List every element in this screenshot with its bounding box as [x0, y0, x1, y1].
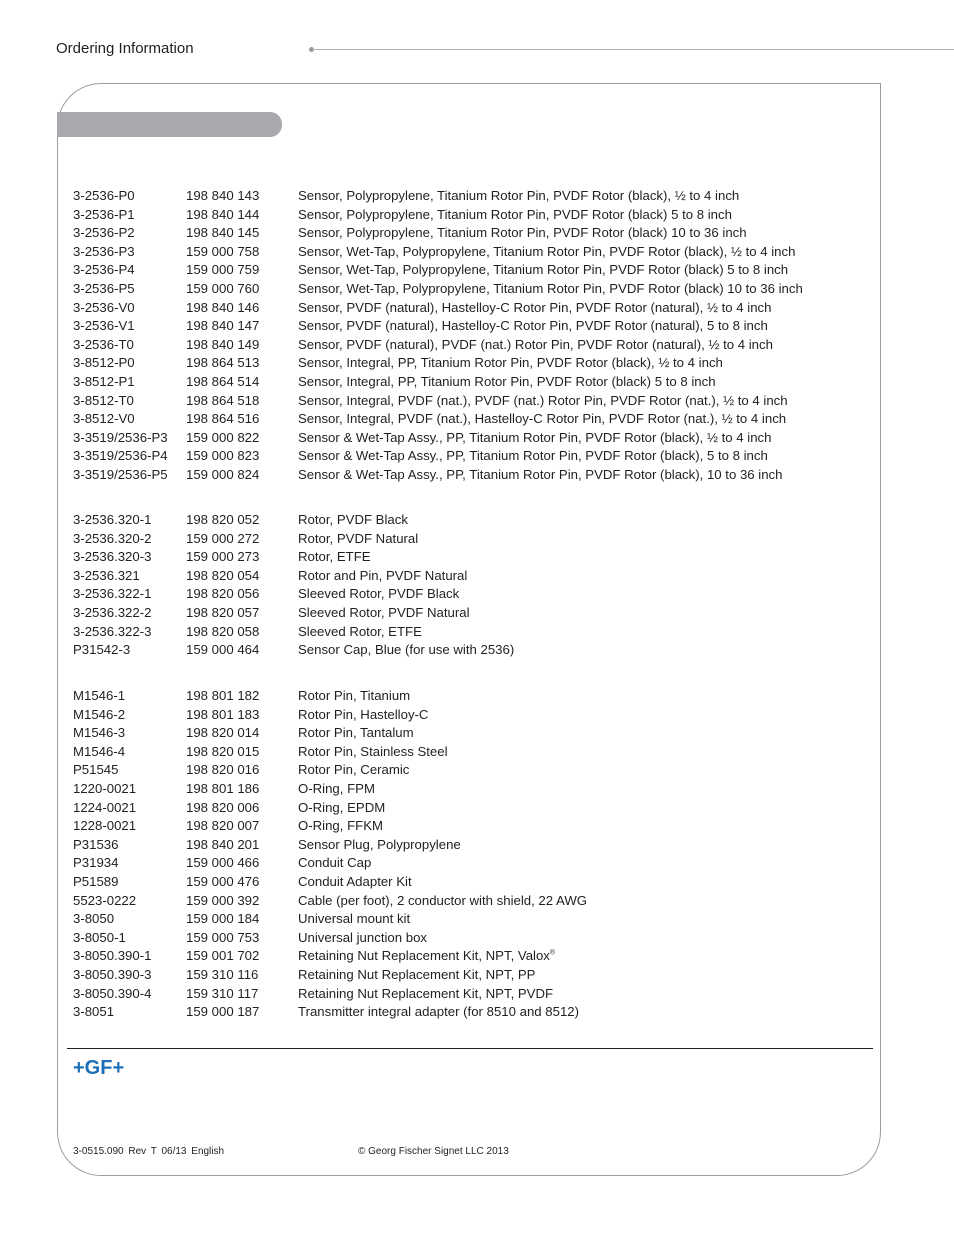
description: Sensor Plug, Polypropylene [298, 836, 461, 852]
description: O-Ring, EPDM [298, 799, 386, 815]
page-title: Ordering Information [56, 40, 194, 57]
description: Rotor, ETFE [298, 549, 371, 565]
code: 198 820 015 [186, 743, 260, 759]
code: 198 840 147 [186, 318, 260, 334]
code: 159 000 273 [186, 549, 260, 565]
part-number: 3-2536.321 [73, 567, 140, 583]
part-number: 3-8050.390-1 [73, 948, 152, 964]
part-number: 3-2536-T0 [73, 336, 134, 352]
description: Sensor Cap, Blue (for use with 2536) [298, 642, 515, 658]
code: 198 840 143 [186, 188, 260, 203]
description: Rotor Pin, Tantalum [298, 725, 414, 741]
code: 198 801 183 [186, 706, 260, 722]
description: Sensor & Wet-Tap Assy., PP, Titanium Rotor Pin, PVDF Rotor (black), 5 to 8 inch [298, 448, 768, 464]
code: 159 000 466 [186, 855, 260, 871]
description: Sensor, Wet-Tap, Polypropylene, Titanium Rotor Pin, PVDF Rotor (black) 10 to 36 inch [298, 280, 803, 296]
footer-copyright: © Georg Fischer Signet LLC 2013 [358, 1146, 509, 1157]
part-number: 3-2536-P5 [73, 280, 135, 296]
part-number: 1228-0021 [73, 818, 137, 834]
part-number: 1224-0021 [73, 799, 137, 815]
part-number: 3-8512-V0 [73, 411, 135, 427]
code: 198 820 006 [186, 799, 260, 815]
description: Rotor and Pin, PVDF Natural [298, 567, 468, 583]
code: 159 000 824 [186, 466, 260, 482]
description: Retaining Nut Replacement Kit, NPT, Valox® [298, 948, 556, 964]
header-rule [312, 49, 954, 50]
part-number: 3-2536-V1 [73, 318, 135, 334]
part-number: 1220-0021 [73, 780, 137, 796]
description: Sensor, Integral, PVDF (nat.), Hastelloy-C Rotor Pin, PVDF Rotor (nat.), ½ to 4 inch [298, 411, 787, 427]
footer-rule [67, 1048, 873, 1049]
part-number: 3-8050.390-4 [73, 985, 152, 1001]
description: Sleeved Rotor, ETFE [298, 623, 422, 639]
code: 198 820 058 [186, 623, 260, 639]
description: Sensor, Polypropylene, Titanium Rotor Pin, PVDF Rotor (black) 5 to 8 inch [298, 206, 732, 222]
description: Sensor, Wet-Tap, Polypropylene, Titanium Rotor Pin, PVDF Rotor (black) 5 to 8 inch [298, 262, 789, 278]
part-number: 3-2536.320-1 [73, 512, 152, 527]
code: 198 820 054 [186, 567, 260, 583]
part-number: P31542-3 [73, 642, 131, 658]
part-number: 3-2536-P0 [73, 188, 135, 203]
part-number: 5523-0222 [73, 892, 137, 908]
code: 159 000 184 [186, 911, 260, 927]
description: Universal junction box [298, 929, 428, 945]
description: Sensor, Integral, PVDF (nat.), PVDF (nat.) Rotor Pin, PVDF Rotor (nat.), ½ to 4 inch [298, 392, 788, 408]
part-number: 3-2536-P4 [73, 262, 135, 278]
code: 159 001 702 [186, 948, 260, 964]
description: Retaining Nut Replacement Kit, NPT, PVDF [298, 985, 554, 1001]
code: 198 840 146 [186, 299, 260, 315]
code: 159 000 464 [186, 642, 260, 658]
description: Sensor & Wet-Tap Assy., PP, Titanium Rotor Pin, PVDF Rotor (black), ½ to 4 inch [298, 429, 772, 445]
description: Sleeved Rotor, PVDF Natural [298, 604, 470, 620]
code: 198 801 186 [186, 780, 260, 796]
description: Sensor, PVDF (natural), Hastelloy-C Rotor Pin, PVDF Rotor (natural), ½ to 4 inch [298, 299, 772, 315]
part-number: M1546-3 [73, 725, 126, 741]
part-number: 3-8050.390-3 [73, 966, 152, 982]
part-number: 3-8512-P0 [73, 355, 135, 371]
code: 159 000 760 [186, 280, 260, 296]
description: Sensor & Wet-Tap Assy., PP, Titanium Rotor Pin, PVDF Rotor (black), 10 to 36 inch [298, 466, 783, 482]
code: 198 864 514 [186, 373, 260, 389]
section-tab [57, 112, 282, 137]
code: 198 864 516 [186, 411, 260, 427]
code: 159 000 476 [186, 873, 260, 889]
part-number: 3-2536-P1 [73, 206, 135, 222]
description: Sensor, PVDF (natural), Hastelloy-C Rotor Pin, PVDF Rotor (natural), 5 to 8 inch [298, 318, 768, 334]
description: Conduit Cap [298, 855, 372, 871]
part-number: M1546-2 [73, 706, 126, 722]
footer-doc-info: 3-0515.090 Rev T 06/13 English [73, 1146, 225, 1157]
description: Rotor, PVDF Natural [298, 530, 419, 546]
code: 159 000 187 [186, 1004, 260, 1020]
svg-text:+GF+: +GF+ [73, 1057, 125, 1078]
part-number: 3-2536.320-3 [73, 549, 152, 565]
description: Rotor Pin, Titanium [298, 688, 411, 703]
description: Rotor Pin, Hastelloy-C [298, 706, 429, 722]
description: Retaining Nut Replacement Kit, NPT, PP [298, 966, 536, 982]
code: 198 840 201 [186, 836, 260, 852]
code: 159 000 822 [186, 429, 260, 445]
code: 198 820 007 [186, 818, 260, 834]
code: 159 310 117 [186, 985, 259, 1001]
description: Sensor, Polypropylene, Titanium Rotor Pin, PVDF Rotor (black) 10 to 36 inch [298, 225, 747, 241]
part-number: 3-3519/2536-P5 [73, 466, 168, 482]
description: Sleeved Rotor, PVDF Black [298, 586, 460, 602]
description: Sensor, Polypropylene, Titanium Rotor Pin, PVDF Rotor (black), ½ to 4 inch [298, 188, 740, 203]
description: Rotor, PVDF Black [298, 512, 408, 527]
code: 159 000 759 [186, 262, 260, 278]
description: Rotor Pin, Ceramic [298, 762, 410, 778]
description: Conduit Adapter Kit [298, 873, 412, 889]
code: 159 000 823 [186, 448, 260, 464]
code: 198 840 144 [186, 206, 260, 222]
description: Rotor Pin, Stainless Steel [298, 743, 448, 759]
part-number: 3-8512-T0 [73, 392, 134, 408]
code: 159 310 116 [186, 966, 259, 982]
description: Sensor, Wet-Tap, Polypropylene, Titanium Rotor Pin, PVDF Rotor (black), ½ to 4 inch [298, 243, 796, 259]
part-number: 3-2536-P3 [73, 243, 135, 259]
gf-logo [73, 1056, 133, 1083]
description: Sensor, PVDF (natural), PVDF (nat.) Rotor Pin, PVDF Rotor (natural), ½ to 4 inch [298, 336, 773, 352]
part-number: M1546-4 [73, 743, 126, 759]
description: Sensor, Integral, PP, Titanium Rotor Pin, PVDF Rotor (black), ½ to 4 inch [298, 355, 723, 371]
part-number: 3-8050 [73, 911, 115, 927]
code: 198 840 145 [186, 225, 260, 241]
code: 159 000 753 [186, 929, 260, 945]
part-number: 3-3519/2536-P4 [73, 448, 168, 464]
code: 159 000 392 [186, 892, 260, 908]
part-number: 3-2536.322-1 [73, 586, 152, 602]
code: 198 820 052 [186, 512, 260, 527]
part-number: P51589 [73, 873, 119, 889]
description: O-Ring, FPM [298, 780, 375, 796]
part-number: P31536 [73, 836, 119, 852]
part-number: 3-2536-V0 [73, 299, 135, 315]
code: 198 820 014 [186, 725, 260, 741]
code: 198 820 016 [186, 762, 260, 778]
part-number: 3-2536.320-2 [73, 530, 152, 546]
code: 198 820 056 [186, 586, 260, 602]
part-number: 3-8050-1 [73, 929, 126, 945]
description: Transmitter integral adapter (for 8510 and 8512) [298, 1004, 580, 1020]
part-number: 3-2536.322-2 [73, 604, 152, 620]
description: Cable (per foot), 2 conductor with shield, 22 AWG [298, 892, 588, 908]
part-number: P51545 [73, 762, 119, 778]
code: 198 801 182 [186, 688, 260, 703]
code: 198 864 513 [186, 355, 260, 371]
part-number: 3-8512-P1 [73, 373, 135, 389]
code: 198 840 149 [186, 336, 260, 352]
description: Sensor, Integral, PP, Titanium Rotor Pin, PVDF Rotor (black) 5 to 8 inch [298, 373, 716, 389]
description: Universal mount kit [298, 911, 411, 927]
part-number: M1546-1 [73, 688, 126, 703]
description: O-Ring, FFKM [298, 818, 383, 834]
part-number: 3-2536.322-3 [73, 623, 152, 639]
part-number: 3-2536-P2 [73, 225, 135, 241]
code: 159 000 758 [186, 243, 260, 259]
registered-mark: ® [549, 949, 556, 957]
code: 159 000 272 [186, 530, 260, 546]
part-number: P31934 [73, 855, 119, 871]
code: 198 820 057 [186, 604, 260, 620]
part-number: 3-8051 [73, 1004, 115, 1020]
part-number: 3-3519/2536-P3 [73, 429, 168, 445]
code: 198 864 518 [186, 392, 260, 408]
